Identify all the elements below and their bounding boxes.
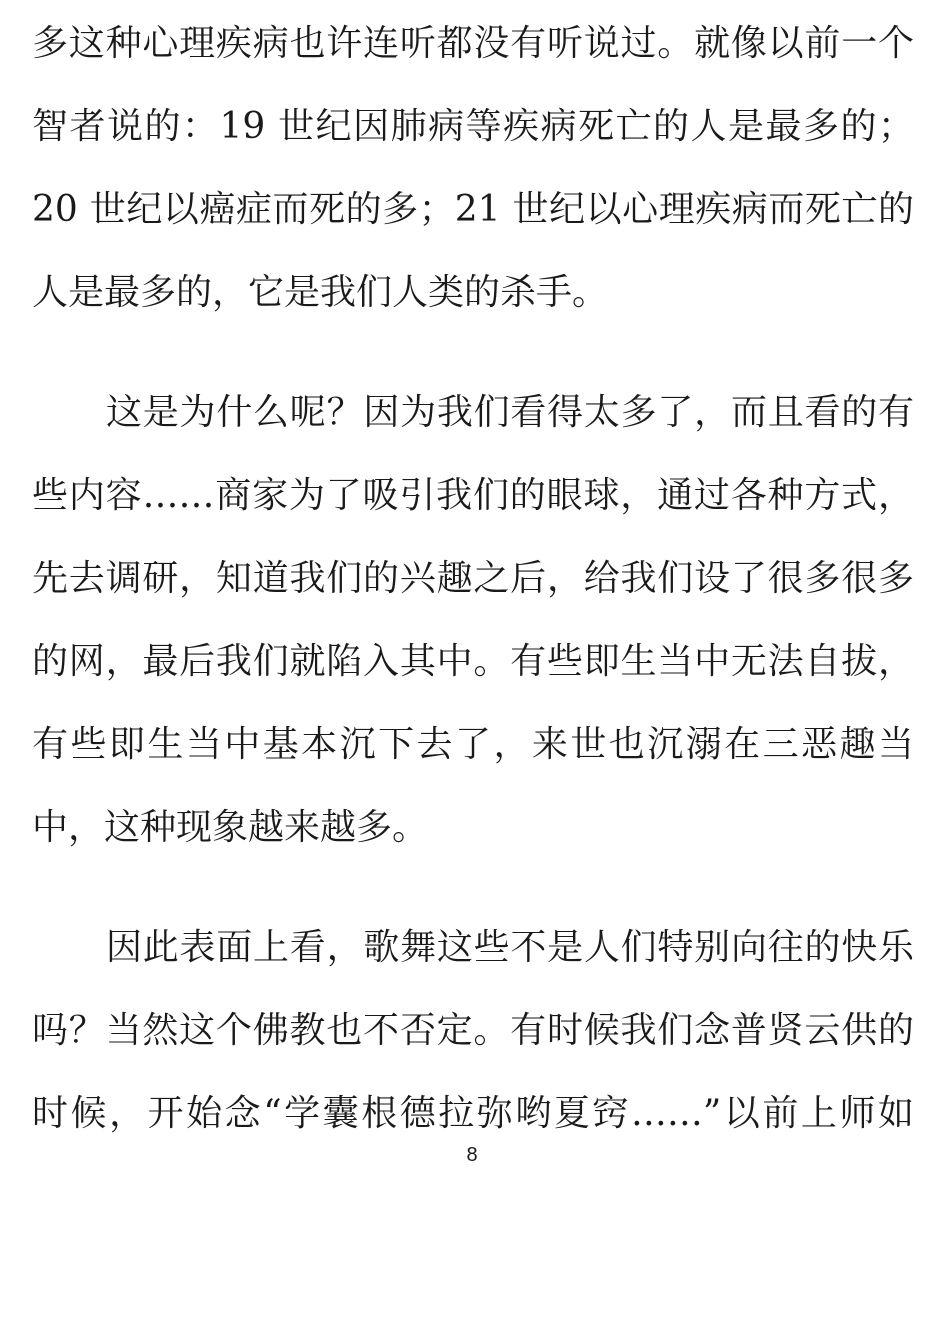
paragraph-2-line-6: 中，这种现象越来越多。 [32, 807, 429, 848]
paragraph-2-line-5: 有些即生当中基本沉下去了，来世也沉溺在三恶趣当 [32, 724, 914, 765]
paragraph-2-line-2: 些内容……商家为了吸引我们的眼球，通过各种方式， [32, 475, 914, 516]
paragraph-1-line-2: 智者说的：19 世纪因肺病等疾病死亡的人是最多的； [32, 106, 914, 147]
paragraph-3-line-3: 时候，开始念“学囊根德拉弥哟夏窍……”以前上师如 [32, 1093, 914, 1134]
paragraph-1-line-1: 多这种心理疾病也许连听都没有听说过。就像以前一个 [32, 23, 914, 64]
paragraph-3-line-1: 因此表面上看，歌舞这些不是人们特别向往的快乐 [106, 927, 914, 968]
paragraph-2-line-1: 这是为什么呢？因为我们看得太多了，而且看的有 [106, 392, 914, 433]
paragraph-2-line-4: 的网，最后我们就陷入其中。有些即生当中无法自拔， [32, 641, 914, 682]
paragraph-1-line-4: 人是最多的，它是我们人类的杀手。 [32, 272, 609, 313]
paragraph-1-line-3: 20 世纪以癌症而死的多；21 世纪以心理疾病而死亡的 [32, 189, 914, 230]
page-number: 8 [466, 1144, 478, 1166]
paragraph-2-line-3: 先去调研，知道我们的兴趣之后，给我们设了很多很多 [32, 558, 914, 599]
paragraph-3-line-2: 吗？当然这个佛教也不否定。有时候我们念普贤云供的 [32, 1010, 914, 1051]
